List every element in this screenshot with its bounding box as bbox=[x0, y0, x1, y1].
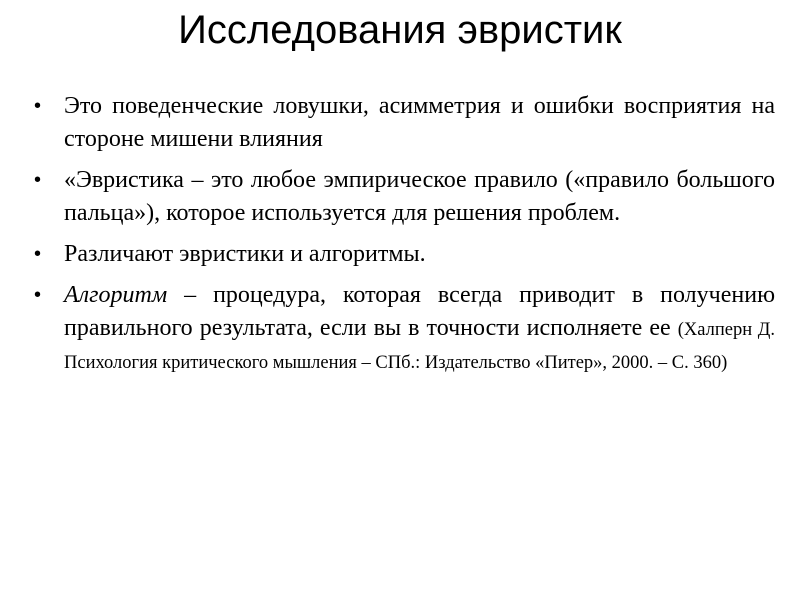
bullet-text: – процедура, которая всегда приводит в получению правильного результата, если вы в точности исполняете ее bbox=[64, 282, 775, 341]
bullet-list bbox=[30, 90, 775, 386]
bullet-dot-icon: • bbox=[34, 95, 42, 117]
bullet-text: «Эвристика – это любое эмпирическое правило («правило большого пальца»), которое используется для решения проблем. bbox=[64, 167, 775, 226]
slide-title: Исследования эвристик bbox=[178, 8, 622, 52]
bullet-item bbox=[30, 238, 775, 271]
bullet-item bbox=[30, 90, 775, 156]
bullet-text: Это поведенческие ловушки, асимметрия и ошибки восприятия на стороне мишени влияния bbox=[64, 93, 775, 152]
bullet-dot-icon: • bbox=[34, 284, 42, 306]
bullet-item bbox=[30, 279, 775, 378]
citation: (Халперн Д. Психология критического мышления – СПб.: Издательство «Питер», 2000. – С. 360) bbox=[64, 320, 776, 373]
bullet-dot-icon: • bbox=[34, 169, 42, 191]
bullet-text: Различают эвристики и алгоритмы. bbox=[64, 241, 426, 267]
bullet-item bbox=[30, 164, 775, 230]
term-algorithm: Алгоритм bbox=[64, 282, 168, 308]
bullet-dot-icon: • bbox=[34, 243, 42, 265]
